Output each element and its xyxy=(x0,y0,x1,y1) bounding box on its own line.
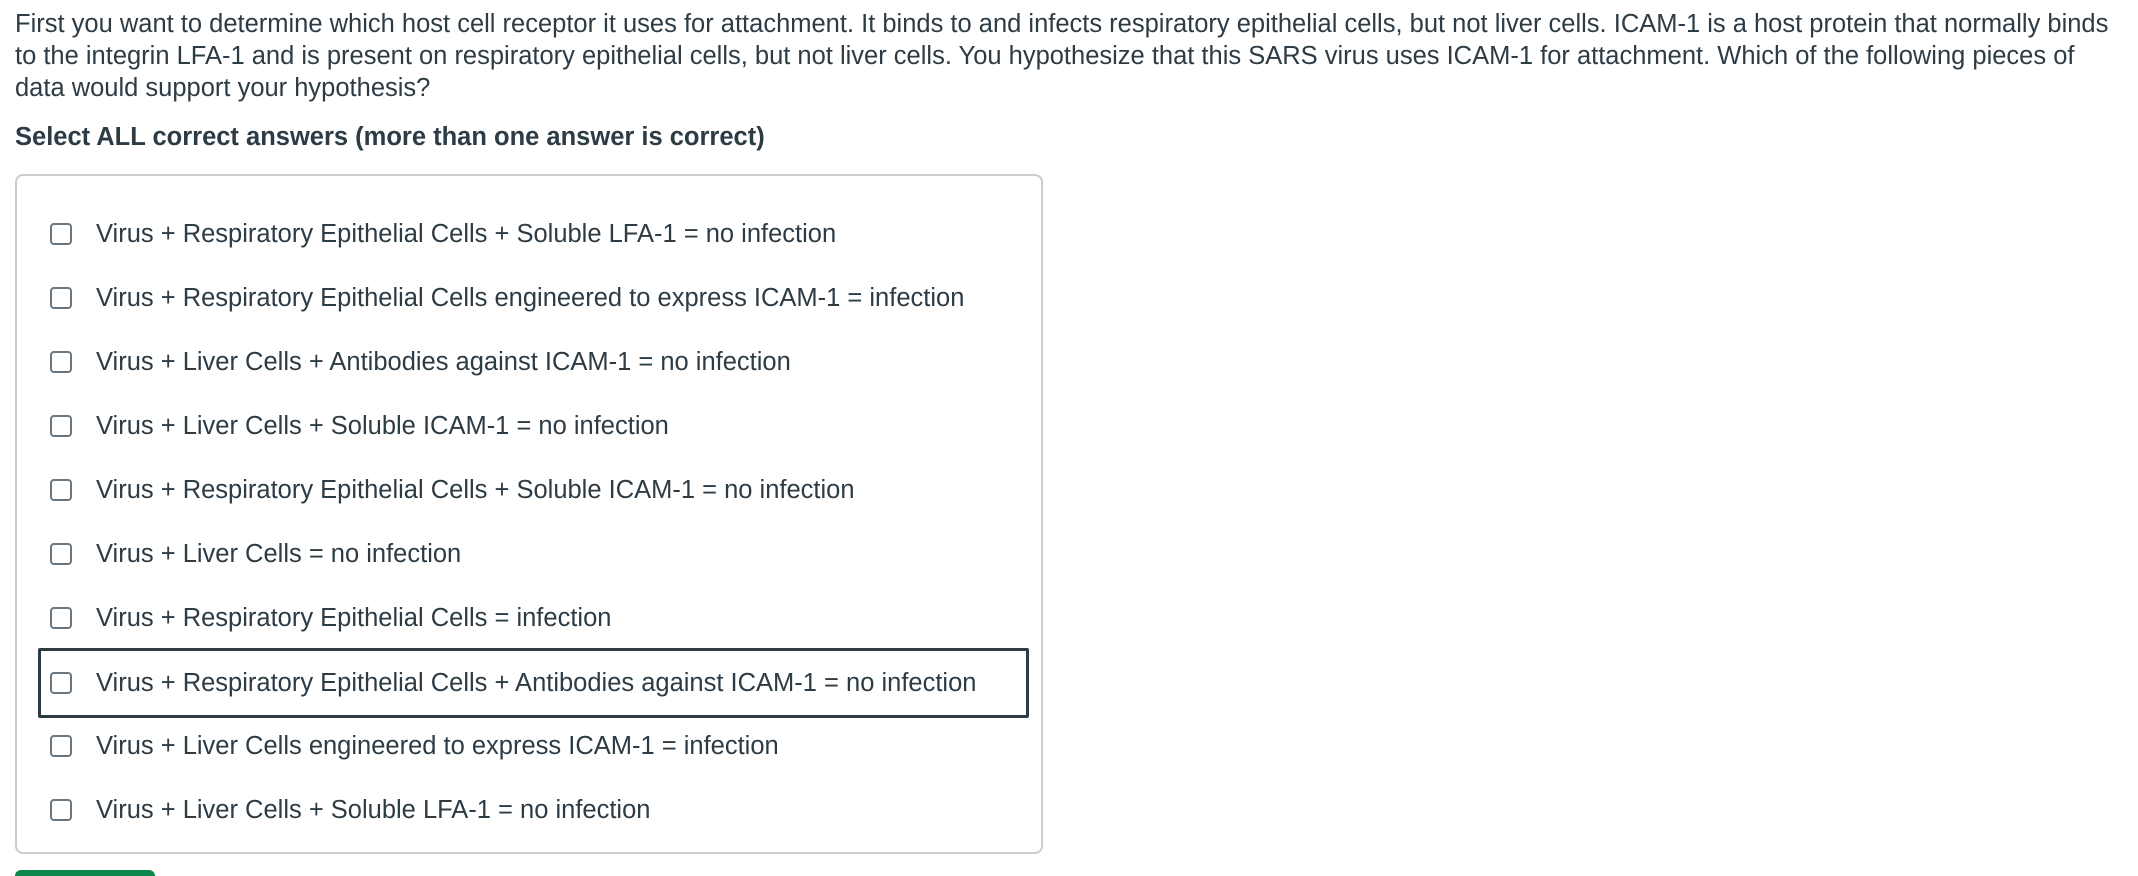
checkbox-9[interactable] xyxy=(50,735,72,757)
submit-button[interactable] xyxy=(15,870,155,876)
answer-label-3: Virus + Liver Cells + Antibodies against ICAM-1 = no infection xyxy=(96,348,791,376)
answer-option-1[interactable] xyxy=(38,210,1029,258)
answer-option-10[interactable] xyxy=(38,786,1029,834)
answer-label-8: Virus + Respiratory Epithelial Cells + Antibodies against ICAM-1 = no infection xyxy=(96,669,977,697)
checkbox-8[interactable] xyxy=(50,672,72,694)
answer-option-4[interactable] xyxy=(38,402,1029,450)
checkbox-7[interactable] xyxy=(50,607,72,629)
answer-label-7: Virus + Respiratory Epithelial Cells = infection xyxy=(96,604,612,632)
answer-options-group xyxy=(15,174,1043,854)
answer-label-4: Virus + Liver Cells + Soluble ICAM-1 = no infection xyxy=(96,412,669,440)
checkbox-3[interactable] xyxy=(50,351,72,373)
answer-option-7[interactable] xyxy=(38,594,1029,642)
answer-option-2[interactable] xyxy=(38,274,1029,322)
answer-option-6[interactable] xyxy=(38,530,1029,578)
checkbox-2[interactable] xyxy=(50,287,72,309)
checkbox-10[interactable] xyxy=(50,799,72,821)
answer-label-5: Virus + Respiratory Epithelial Cells + Soluble ICAM-1 = no infection xyxy=(96,476,855,504)
question-text: First you want to determine which host cell receptor it uses for attachment. It binds to and infects respiratory epithelial cells, but not liver cells. ICAM-1 is a host protein that normally binds to the integrin LFA-1 and is present on respiratory epithelial cells, but not liver cells. You hypothesize that this SARS virus uses ICAM-1 for attachment. Which of the following pieces of data would support your hypothesis? xyxy=(15,10,2109,102)
checkbox-6[interactable] xyxy=(50,543,72,565)
answer-option-9[interactable] xyxy=(38,722,1029,770)
answer-label-10: Virus + Liver Cells + Soluble LFA-1 = no infection xyxy=(96,796,651,824)
answer-option-5[interactable] xyxy=(38,466,1029,514)
answer-label-9: Virus + Liver Cells engineered to express ICAM-1 = infection xyxy=(96,732,779,760)
answer-instruction: Select ALL correct answers (more than one answer is correct) xyxy=(15,123,765,151)
checkbox-4[interactable] xyxy=(50,415,72,437)
answer-label-6: Virus + Liver Cells = no infection xyxy=(96,540,462,568)
answer-option-3[interactable] xyxy=(38,338,1029,386)
checkbox-1[interactable] xyxy=(50,223,72,245)
checkbox-5[interactable] xyxy=(50,479,72,501)
answer-option-8[interactable] xyxy=(38,648,1029,718)
answer-label-2: Virus + Respiratory Epithelial Cells engineered to express ICAM-1 = infection xyxy=(96,284,965,312)
answer-label-1: Virus + Respiratory Epithelial Cells + Soluble LFA-1 = no infection xyxy=(96,220,837,248)
